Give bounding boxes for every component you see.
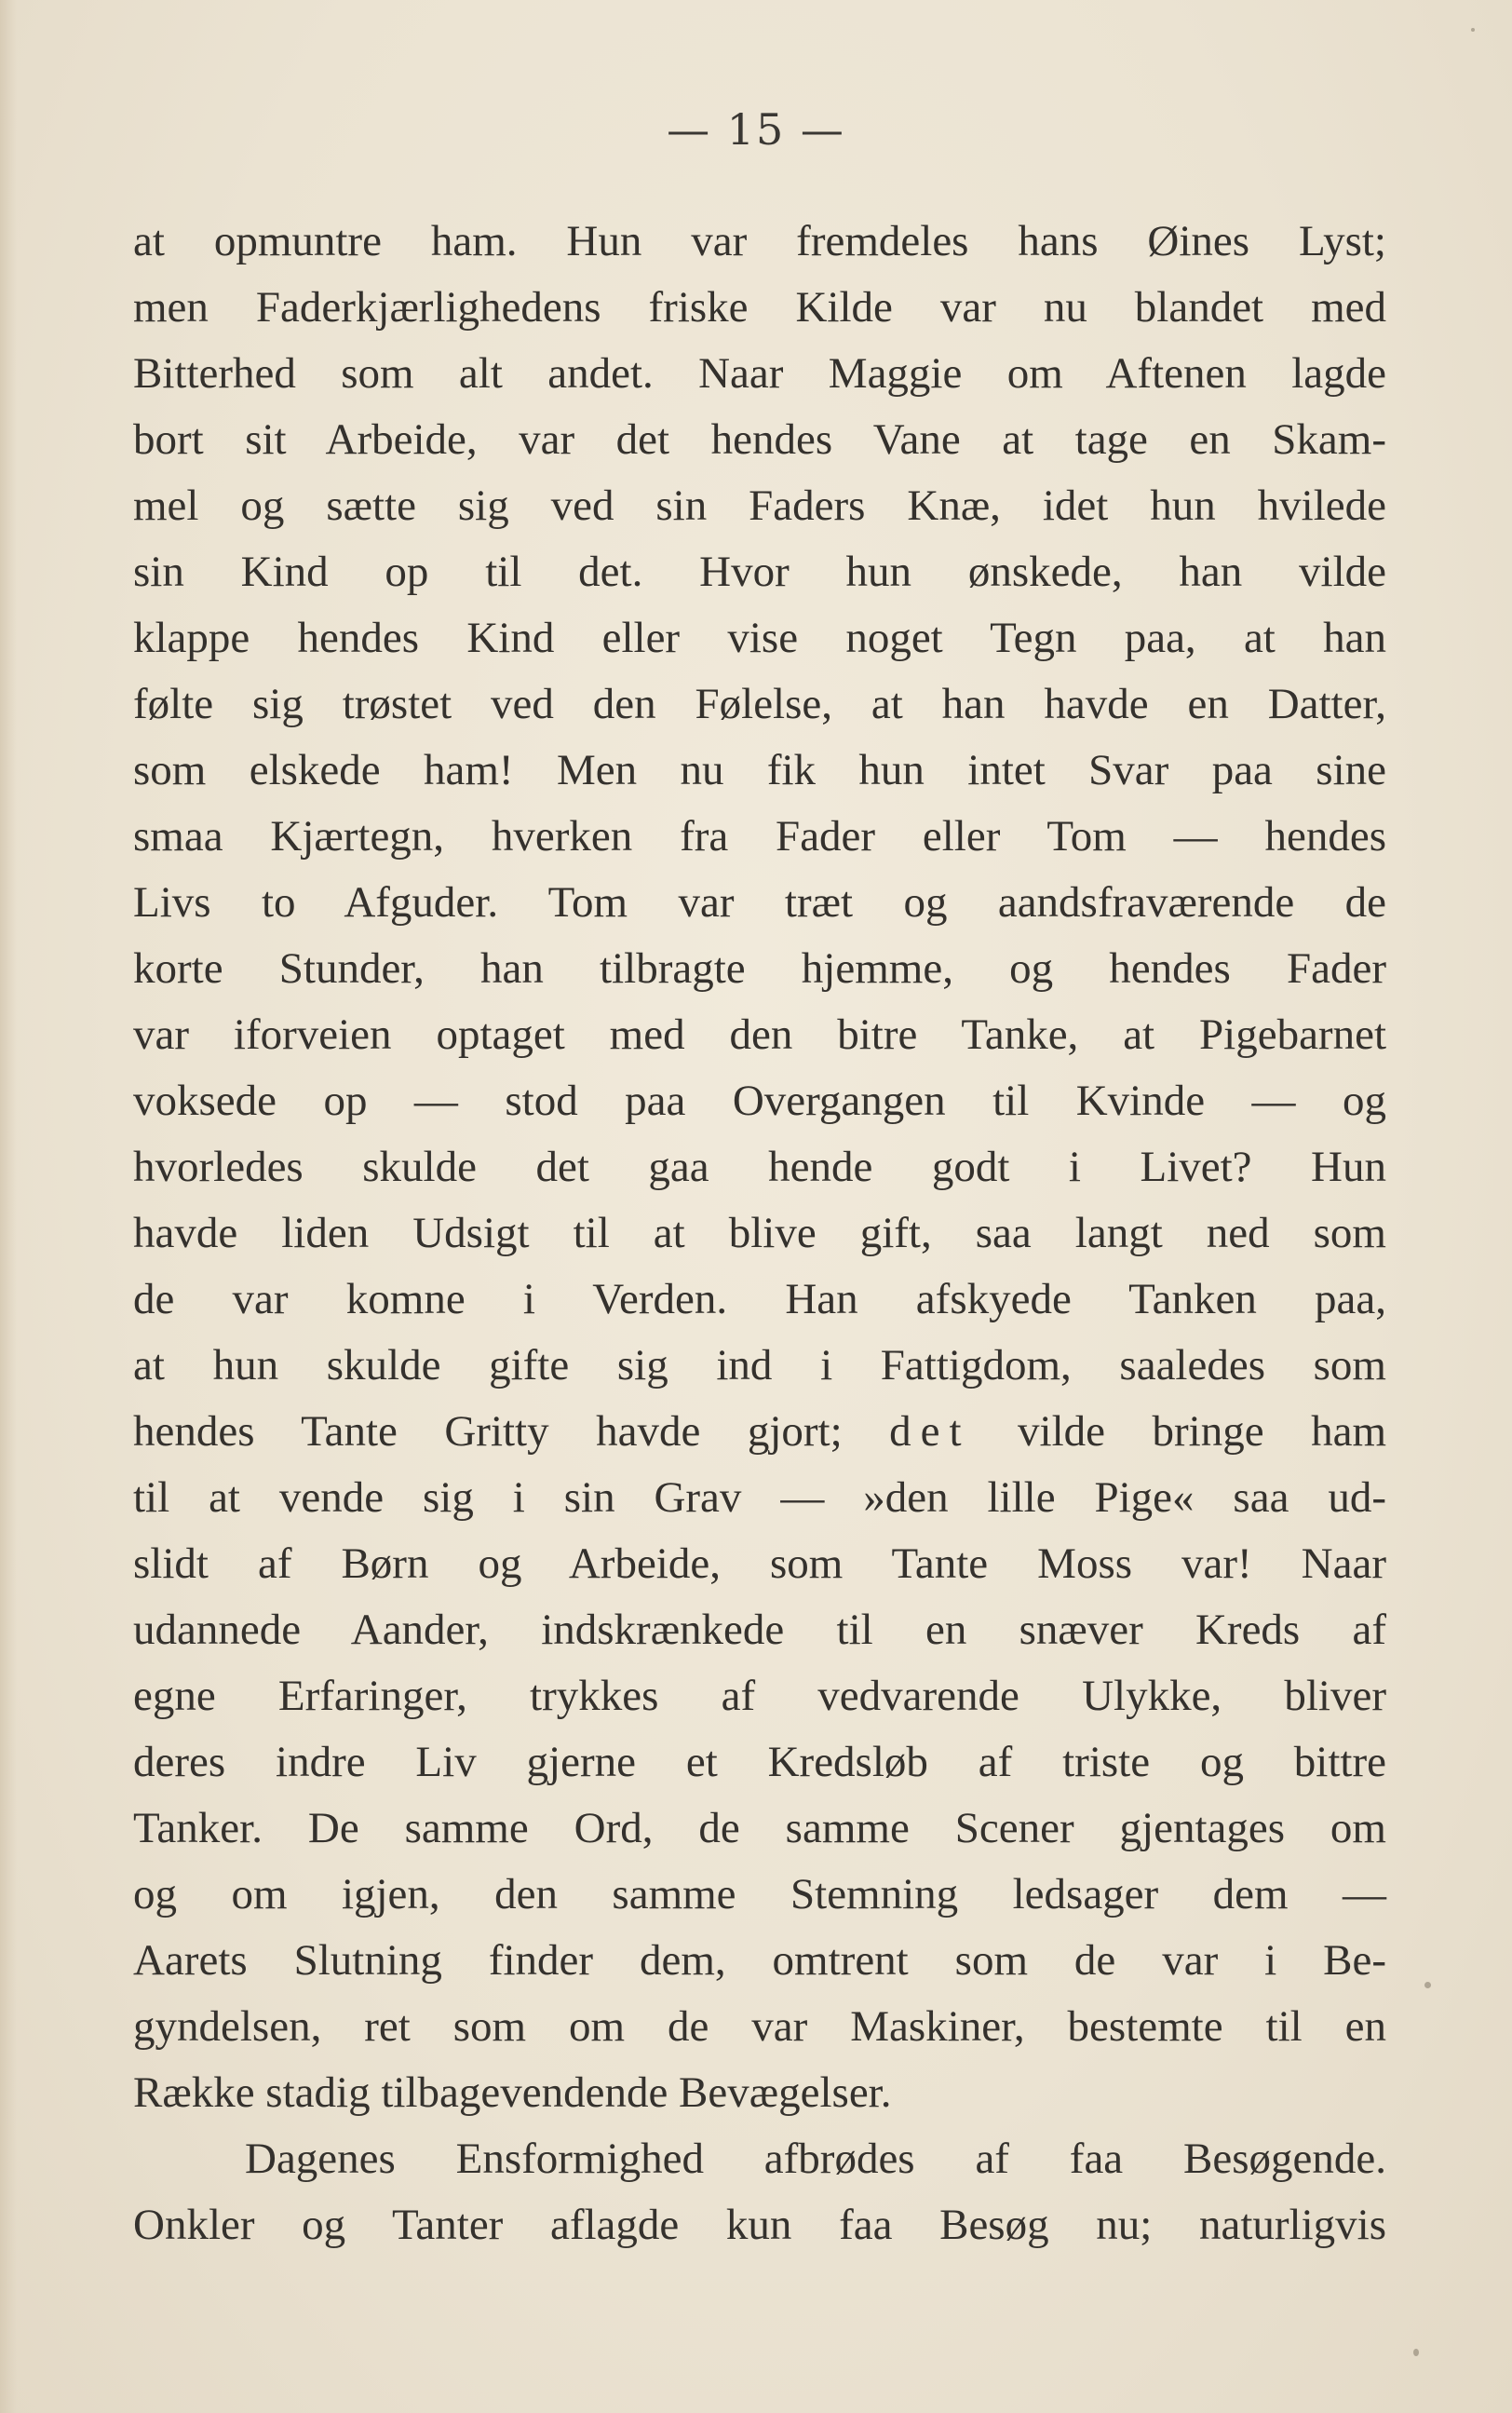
text-line: havde liden Udsigt til at blive gift, saa langt ned som	[133, 1209, 1386, 1257]
text-line: at hun skulde gifte sig ind i Fattigdom, saaledes som	[133, 1341, 1386, 1390]
text-line: hvorledes skulde det gaa hende godt i Livet? Hun	[133, 1143, 1386, 1191]
text-line: som elskede ham! Men nu fik hun intet Svar paa sine	[133, 746, 1386, 794]
text-line-spaced	[133, 1399, 1386, 1465]
paper-fleck	[1424, 1982, 1431, 1988]
text-line: slidt af Børn og Arbeide, som Tante Moss var! Naar	[133, 1539, 1386, 1588]
text-line: Aarets Slutning finder dem, omtrent som de var i Be-	[133, 1936, 1386, 1985]
text-line: Livs to Afguder. Tom var træt og aandsfraværende de	[133, 878, 1386, 927]
text-line: bort sit Arbeide, var det hendes Vane at tage en Skam-	[133, 415, 1386, 464]
page-number: — 15 —	[667, 104, 845, 155]
text-line: klappe hendes Kind eller vise noget Tegn paa, at han	[133, 614, 1386, 662]
text-line: Tanker. De samme Ord, de samme Scener gjentages om	[133, 1804, 1386, 1852]
line-part: vilde bringe ham	[970, 1407, 1386, 1456]
text-line: Række stadig tilbagevendende Bevægelser.	[133, 2068, 892, 2117]
spaced-word: det	[889, 1407, 971, 1456]
paper-fleck	[1413, 2349, 1419, 2356]
text-line: følte sig trøstet ved den Følelse, at han havde en Datter,	[133, 680, 1386, 728]
paper-fleck	[1471, 28, 1475, 32]
text-line: udannede Aander, indskrænkede til en snæver Kreds af	[133, 1606, 1386, 1654]
body-text	[133, 209, 1386, 2258]
text-line: at opmuntre ham. Hun var fremdeles hans Øines Lyst;	[133, 217, 1386, 265]
text-line: deres indre Liv gjerne et Kredsløb af triste og bittre	[133, 1738, 1386, 1786]
text-line: smaa Kjærtegn, hverken fra Fader eller Tom — hendes	[133, 812, 1386, 861]
text-line: mel og sætte sig ved sin Faders Knæ, idet hun hvilede	[133, 481, 1386, 530]
text-line: Bitterhed som alt andet. Naar Maggie om Aftenen lagde	[133, 349, 1386, 398]
text-line: men Faderkjærlighedens friske Kilde var nu blandet med	[133, 283, 1386, 332]
page-edge-shadow	[0, 0, 17, 2413]
text-line: sin Kind op til det. Hvor hun ønskede, han vilde	[133, 548, 1386, 596]
text-line: Onkler og Tanter aflagde kun faa Besøg nu; naturligvis	[133, 2201, 1386, 2249]
text-line: gyndelsen, ret som om de var Maskiner, bestemte til en	[133, 2002, 1386, 2051]
text-line: korte Stunder, han tilbragte hjemme, og hendes Fader	[133, 944, 1386, 993]
text-line: til at vende sig i sin Grav — »den lille Pige« saa ud-	[133, 1473, 1386, 1522]
text-line: var iforveien optaget med den bitre Tanke, at Pigebarnet	[133, 1010, 1386, 1059]
line-part: hendes Tante Gritty havde gjort;	[133, 1407, 890, 1456]
text-line: voksede op — stod paa Overgangen til Kvinde — og	[133, 1077, 1386, 1125]
text-line: og om igjen, den samme Stemning ledsager dem —	[133, 1870, 1386, 1918]
text-line: de var komne i Verden. Han afskyede Tanken paa,	[133, 1275, 1386, 1323]
text-line-indented: Dagenes Ensformighed afbrødes af faa Besøgende.	[245, 2135, 1386, 2183]
text-line: egne Erfaringer, trykkes af vedvarende Ulykke, bliver	[133, 1672, 1386, 1720]
